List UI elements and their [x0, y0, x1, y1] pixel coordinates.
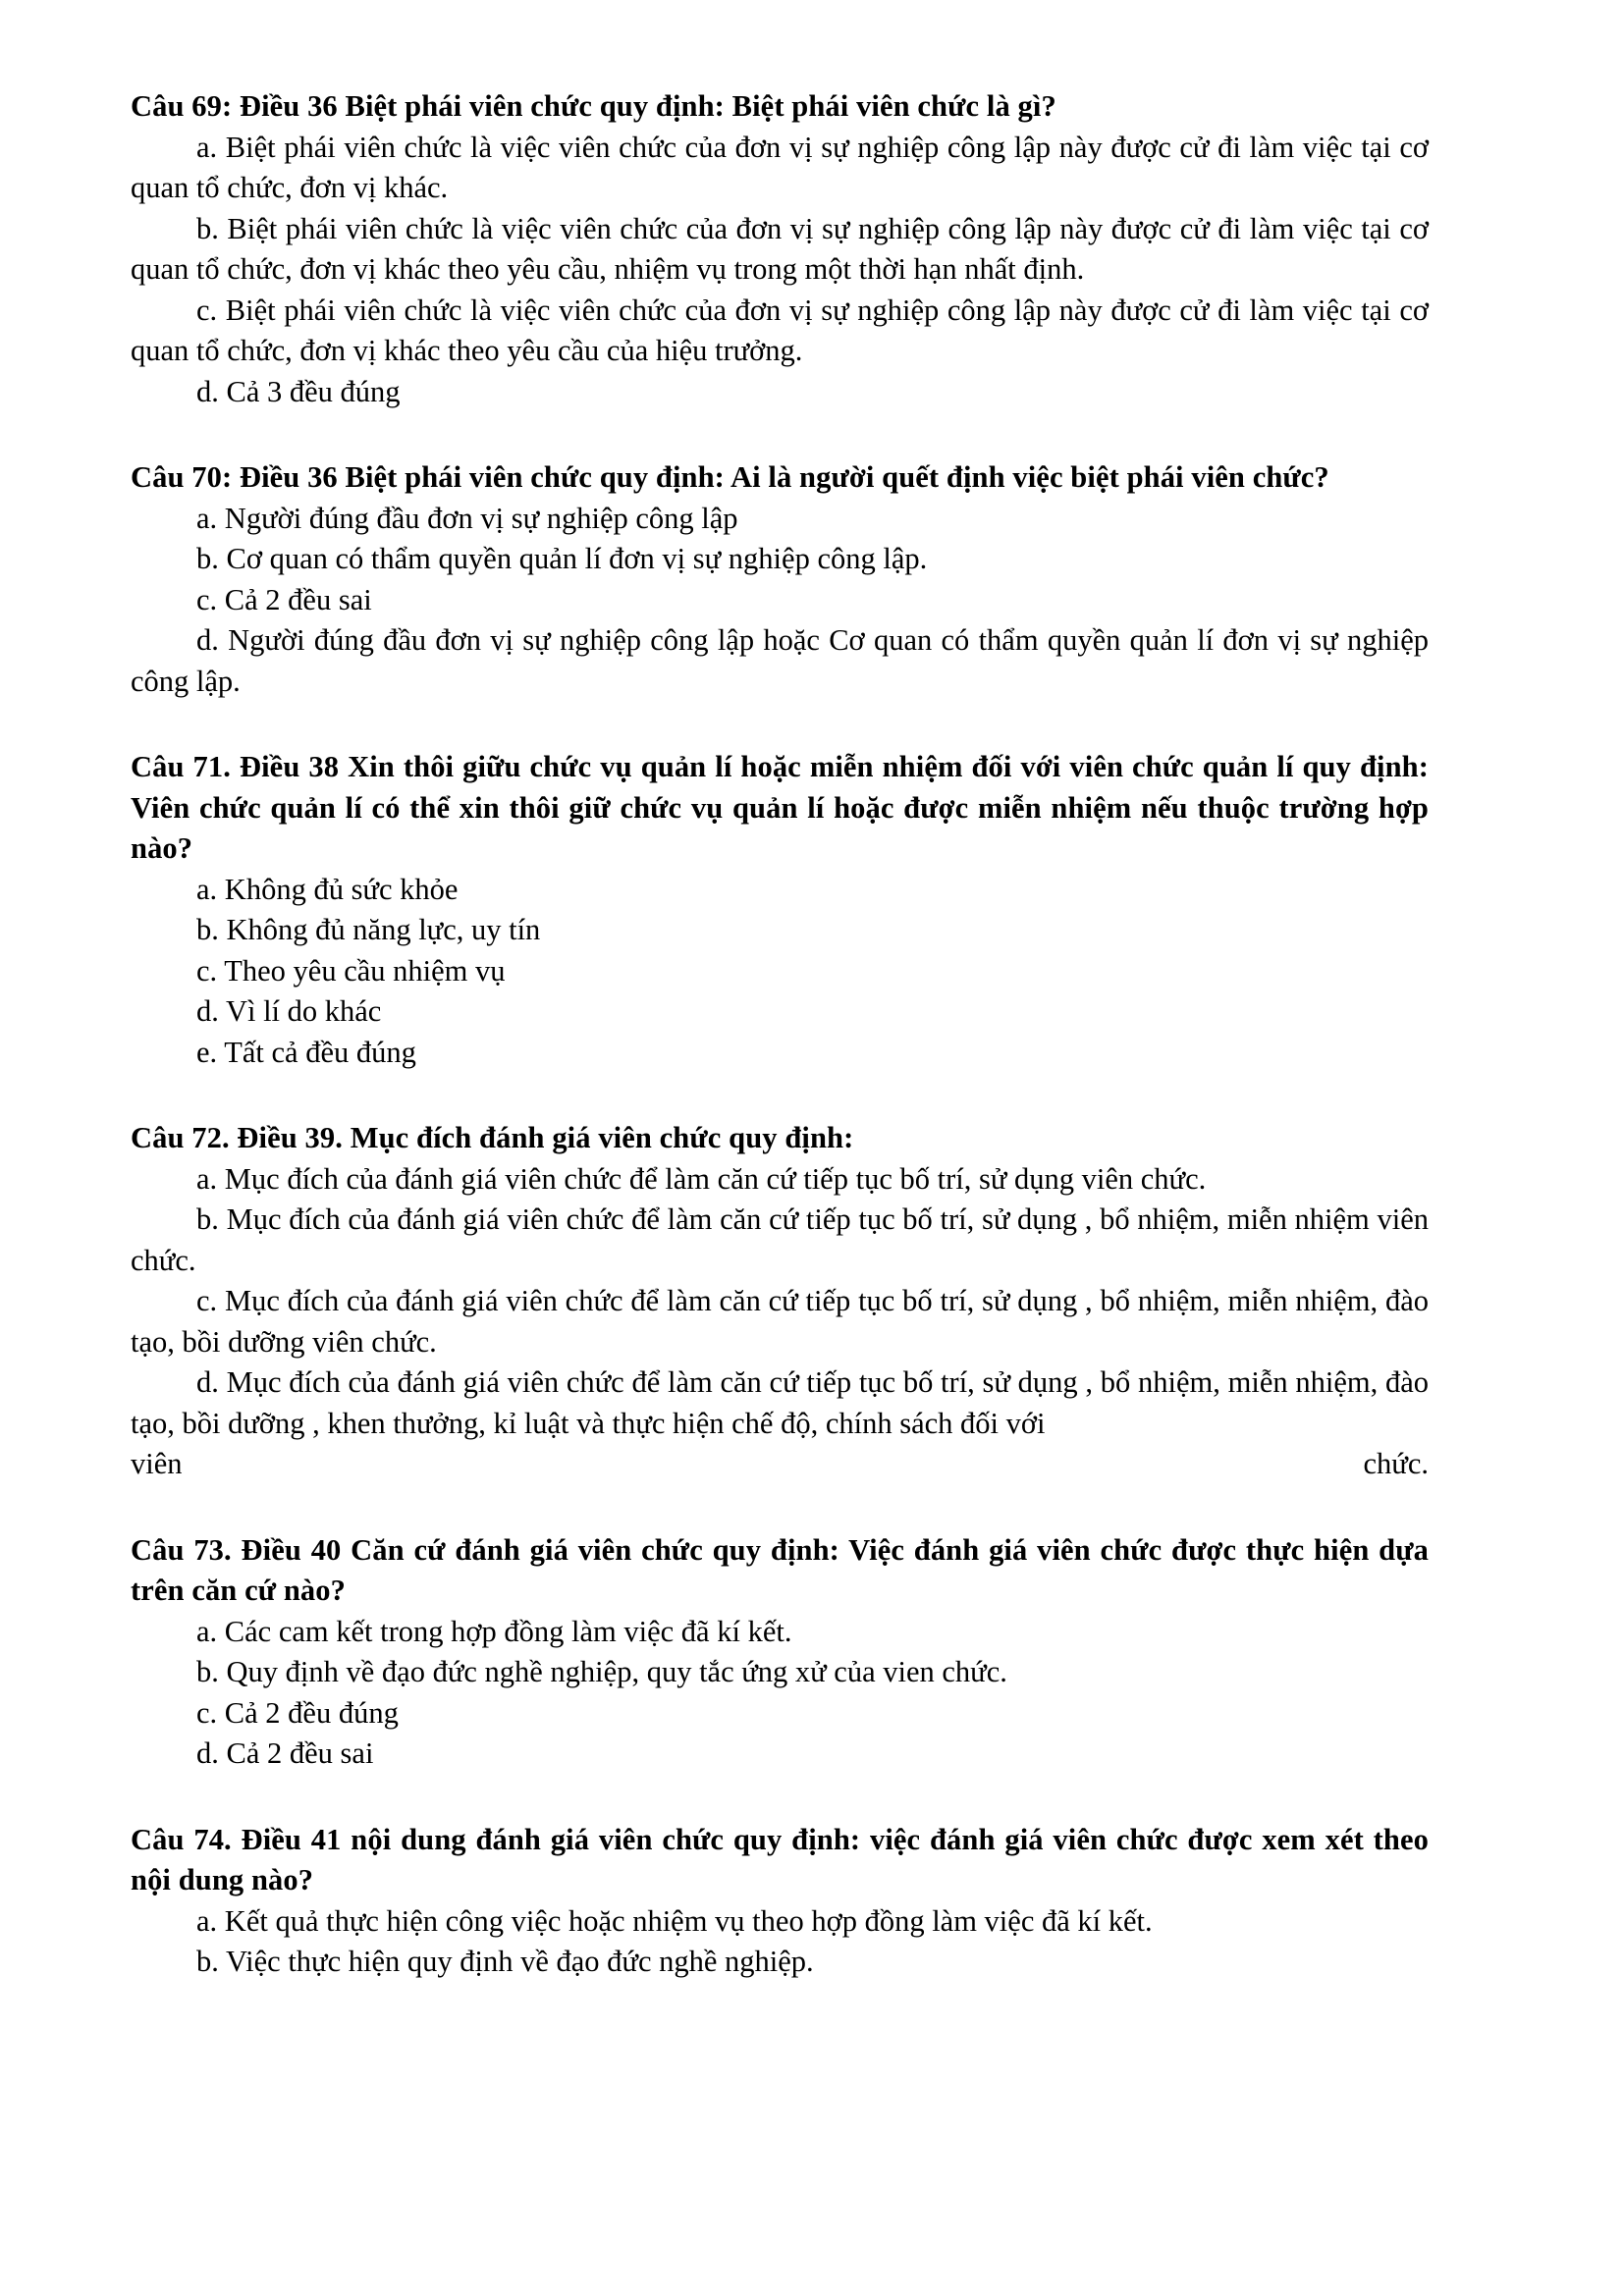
- option-cau-72-c: c. Mục đích của đánh giá viên chức để làm căn cứ tiếp tục bố trí, sử dụng , bổ nhiệm, miễn nhiệm, đào tạo, bồi dưỡng viên chức.: [131, 1284, 1429, 1359]
- document-body: [131, 86, 1429, 1983]
- option-list-cau-74: [131, 1901, 1429, 1983]
- question-block-cau-69: [131, 86, 1429, 412]
- option-cau-72-d: d. Mục đích của đánh giá viên chức để làm căn cứ tiếp tục bố trí, sử dụng , bổ nhiệm, miễn nhiệm, đào tạo, bồi dưỡng , khen thưởng, kỉ luật và thực hiện chế độ, chính sách đối với: [131, 1365, 1429, 1440]
- option-cau-69-d: d. Cả 3 đều đúng: [196, 374, 401, 408]
- option-cau-69-a: a. Biệt phái viên chức là việc viên chức của đơn vị sự nghiệp công lập này được cử đi làm việc tại cơ quan tổ chức, đơn vị khác.: [131, 130, 1429, 204]
- option-list-cau-73: [131, 1612, 1429, 1775]
- question-block-cau-70: [131, 457, 1429, 702]
- question-heading-cau-70: Câu 70: Điều 36 Biệt phái viên chức quy định: Ai là người quết định việc biệt phái viên chức?: [131, 460, 1329, 494]
- option-cau-70-d: d. Người đúng đầu đơn vị sự nghiệp công lập hoặc Cơ quan có thẩm quyền quản lí đơn vị sự nghiệp công lập.: [131, 623, 1429, 698]
- option-cau-71-a: a. Không đủ sức khỏe: [196, 872, 459, 906]
- question-block-cau-71: [131, 747, 1429, 1073]
- question-heading-cau-72: Câu 72. Điều 39. Mục đích đánh giá viên chức quy định:: [131, 1121, 854, 1154]
- option-cau-72-a: a. Mục đích của đánh giá viên chức để làm căn cứ tiếp tục bố trí, sử dụng viên chức.: [196, 1161, 1207, 1196]
- option-cau-70-b: b. Cơ quan có thẩm quyền quản lí đơn vị sự nghiệp công lập.: [196, 542, 928, 575]
- option-cau-69-b: b. Biệt phái viên chức là việc viên chức của đơn vị sự nghiệp công lập này được cử đi làm việc tại cơ quan tổ chức, đơn vị khác theo yêu cầu, nhiệm vụ trong một thời hạn nhất định.: [131, 211, 1429, 286]
- option-list-cau-70: [131, 499, 1429, 703]
- option-cau-71-c: c. Theo yêu cầu nhiệm vụ: [196, 953, 506, 988]
- option-list-cau-72: [131, 1159, 1429, 1485]
- option-cau-73-b: b. Quy định về đạo đức nghề nghiệp, quy tắc ứng xử của vien chức.: [196, 1655, 1007, 1688]
- option-cau-72-b: b. Mục đích của đánh giá viên chức để làm căn cứ tiếp tục bố trí, sử dụng , bổ nhiệm, miễn nhiệm viên chức.: [131, 1202, 1429, 1277]
- question-block-cau-72: [131, 1118, 1429, 1485]
- question-block-cau-74: [131, 1820, 1429, 1983]
- option-cau-74-a: a. Kết quả thực hiện công việc hoặc nhiệm vụ theo hợp đồng làm việc đã kí kết.: [196, 1903, 1153, 1938]
- option-cau-72-d-tail-right: chức.: [1363, 1447, 1429, 1480]
- question-block-cau-73: [131, 1530, 1429, 1775]
- option-cau-73-c: c. Cả 2 đều đúng: [196, 1695, 399, 1730]
- option-cau-73-a: a. Các cam kết trong hợp đồng làm việc đã kí kết.: [196, 1614, 792, 1648]
- question-heading-cau-71: Câu 71. Điều 38 Xin thôi giữu chức vụ quản lí hoặc miễn nhiệm đối với viên chức quản lí quy định: Viên chức quản lí có thể xin thôi giữ chức vụ quản lí hoặc được miễn nhiệm nếu thuộc trường hợp nào?: [131, 750, 1429, 865]
- option-cau-73-d: d. Cả 2 đều sai: [196, 1736, 374, 1770]
- option-cau-70-c: c. Cả 2 đều sai: [196, 582, 372, 616]
- question-heading-cau-73: Câu 73. Điều 40 Căn cứ đánh giá viên chức quy định: Việc đánh giá viên chức được thực hiện dựa trên căn cứ nào?: [131, 1532, 1429, 1607]
- option-cau-69-c: c. Biệt phái viên chức là việc viên chức của đơn vị sự nghiệp công lập này được cử đi làm việc tại cơ quan tổ chức, đơn vị khác theo yêu cầu của hiệu trưởng.: [131, 293, 1429, 367]
- question-heading-cau-69: Câu 69: Điều 36 Biệt phái viên chức quy định: Biệt phái viên chức là gì?: [131, 89, 1056, 123]
- option-cau-71-b: b. Không đủ năng lực, uy tín: [196, 913, 541, 946]
- option-cau-71-d: d. Vì lí do khác: [196, 994, 382, 1028]
- question-heading-cau-74: Câu 74. Điều 41 nội dung đánh giá viên chức quy định: việc đánh giá viên chức được xem xét theo nội dung nào?: [131, 1822, 1429, 1896]
- option-cau-70-a: a. Người đúng đầu đơn vị sự nghiệp công lập: [196, 501, 738, 535]
- option-cau-72-d-tail: [131, 1444, 1429, 1485]
- option-cau-74-b: b. Việc thực hiện quy định về đạo đức nghề nghiệp.: [196, 1945, 814, 1978]
- option-cau-71-e: e. Tất cả đều đúng: [196, 1035, 416, 1069]
- option-list-cau-71: [131, 870, 1429, 1074]
- option-cau-72-d-tail-left: viên: [131, 1447, 183, 1480]
- option-list-cau-69: [131, 128, 1429, 413]
